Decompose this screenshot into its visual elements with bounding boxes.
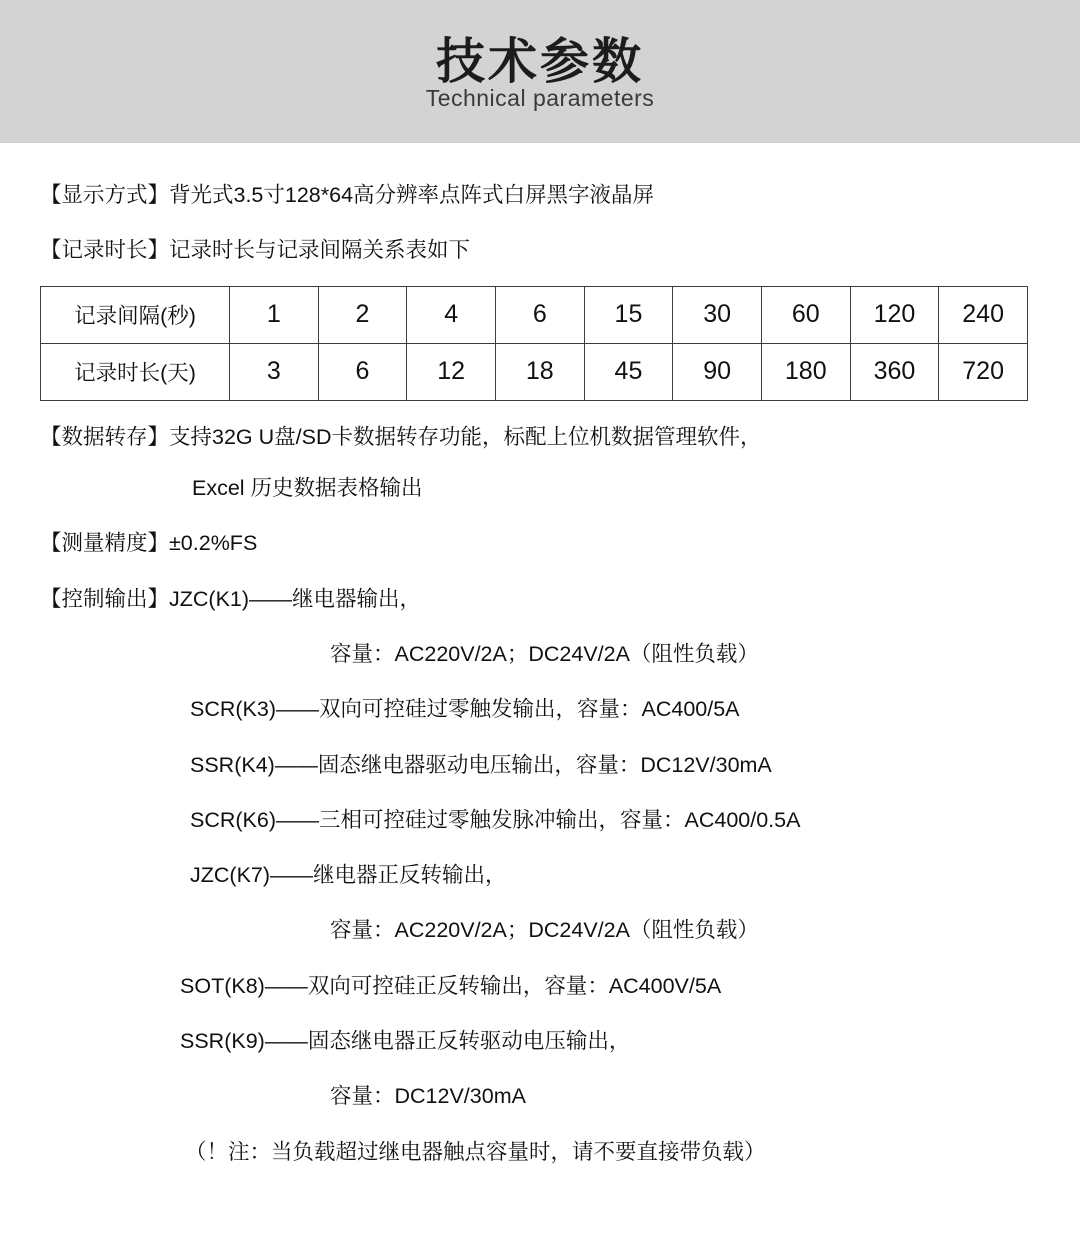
record-interval-table <box>40 286 1028 401</box>
spec-content <box>0 143 1080 1169</box>
table-cell: 12 <box>407 343 496 400</box>
spec-control-output-intro: 【控制输出】JZC(K1)——继电器输出， <box>40 586 422 611</box>
table-cell: 120 <box>850 286 939 343</box>
table-cell: 30 <box>673 286 762 343</box>
page-banner <box>0 0 1080 143</box>
table-cell: 18 <box>495 343 584 400</box>
table-cell: 240 <box>939 286 1028 343</box>
spec-note: （！注：当负载超过继电器触点容量时，请不要直接带负载） <box>185 1139 766 1164</box>
table-row <box>41 286 1028 343</box>
spec-record-duration-intro: 【记录时长】记录时长与记录间隔关系表如下 <box>40 238 471 263</box>
table-cell: 60 <box>761 286 850 343</box>
table-row-header: 记录时长(天) <box>41 343 230 400</box>
table-cell: 15 <box>584 286 673 343</box>
table-cell: 3 <box>230 343 319 400</box>
table-cell: 180 <box>761 343 850 400</box>
spec-control-output-7: SSR(K9)——固态继电器正反转驱动电压输出， <box>180 1029 631 1054</box>
spec-control-output-5: 容量：AC220V/2A；DC24V/2A（阻性负载） <box>330 918 759 943</box>
table-cell: 360 <box>850 343 939 400</box>
spec-accuracy: 【测量精度】±0.2%FS <box>40 531 258 556</box>
spec-control-output-3: SCR(K6)——三相可控硅过零触发脉冲输出，容量：AC400/0.5A <box>190 807 801 832</box>
spec-control-output-1: SCR(K3)——双向可控硅过零触发输出，容量：AC400/5A <box>190 697 740 722</box>
spec-control-output-2: SSR(K4)——固态继电器驱动电压输出，容量：DC12V/30mA <box>190 752 772 777</box>
table-cell: 6 <box>495 286 584 343</box>
table-cell: 2 <box>318 286 407 343</box>
table-cell: 6 <box>318 343 407 400</box>
table-row-header: 记录间隔(秒) <box>41 286 230 343</box>
table-cell: 90 <box>673 343 762 400</box>
spec-data-transfer-line2: Excel 历史数据表格输出 <box>192 475 423 500</box>
page-title: 技术参数 <box>435 35 644 90</box>
spec-data-transfer-line1: 【数据转存】支持32G U盘/SD卡数据转存功能，标配上位机数据管理软件， <box>40 424 762 449</box>
spec-control-output-4: JZC(K7)——继电器正反转输出， <box>190 863 507 888</box>
spec-control-output-0: 容量：AC220V/2A；DC24V/2A（阻性负载） <box>330 641 759 666</box>
page-subtitle: Technical parameters <box>425 84 655 111</box>
table-cell: 45 <box>584 343 673 400</box>
spec-control-output-8: 容量：DC12V/30mA <box>330 1084 526 1109</box>
table-cell: 1 <box>230 286 319 343</box>
table-cell: 4 <box>407 286 496 343</box>
spec-control-output-6: SOT(K8)——双向可控硅正反转输出，容量：AC400V/5A <box>180 973 722 998</box>
table-cell: 720 <box>939 343 1028 400</box>
table-row <box>41 343 1028 400</box>
spec-display: 【显示方式】背光式3.5寸128*64高分辨率点阵式白屏黑字液晶屏 <box>40 183 655 207</box>
